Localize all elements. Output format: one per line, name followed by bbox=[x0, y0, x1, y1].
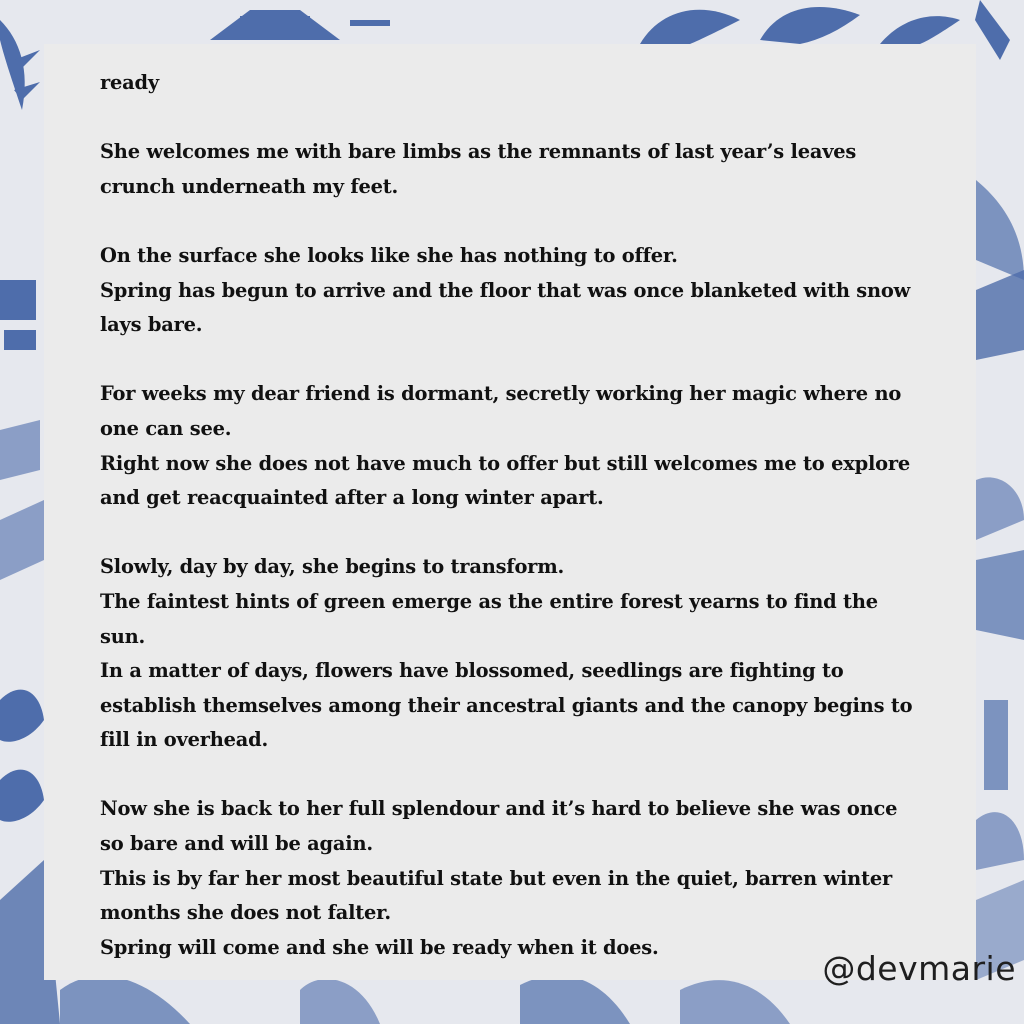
stanza-2 bbox=[100, 239, 924, 343]
poem-line: Spring will come and she will be ready when it does. bbox=[100, 935, 659, 959]
stanza-4 bbox=[100, 550, 924, 758]
poem-line: Right now she does not have much to offer but still welcomes me to explore and get reacquainted after a long winter apart. bbox=[100, 451, 911, 510]
poem-line: She welcomes me with bare limbs as the remnants of last year’s leaves crunch underneath my feet. bbox=[100, 140, 857, 198]
poem-line: Spring has begun to arrive and the floor that was once blanketed with snow lays bare. bbox=[100, 278, 911, 337]
poem-title: ready bbox=[100, 71, 159, 94]
poem-line: On the surface she looks like she has nothing to offer. bbox=[100, 243, 678, 267]
poem-line: The faintest hints of green emerge as the entire forest yearns to find the sun. bbox=[100, 589, 878, 648]
poem-card bbox=[44, 44, 976, 980]
stanza-1 bbox=[100, 135, 924, 204]
poem-line: Now she is back to her full splendour and it’s hard to believe she was once so bare and will be again. bbox=[100, 797, 898, 856]
poem-line: In a matter of days, flowers have blossomed, seedlings are fighting to establish themselves among their ancestral giants and the canopy begins to fill in overhead. bbox=[100, 659, 913, 752]
author-handle: @devmarie bbox=[822, 949, 1016, 988]
poem-line: This is by far her most beautiful state but even in the quiet, barren winter months she does not falter. bbox=[100, 866, 892, 925]
poem-line: Slowly, day by day, she begins to transform. bbox=[100, 555, 565, 579]
stanza-5 bbox=[100, 792, 924, 965]
poem bbox=[100, 66, 924, 965]
stanza-3 bbox=[100, 377, 924, 515]
poem-line: For weeks my dear friend is dormant, secretly working her magic where no one can see. bbox=[100, 382, 902, 440]
